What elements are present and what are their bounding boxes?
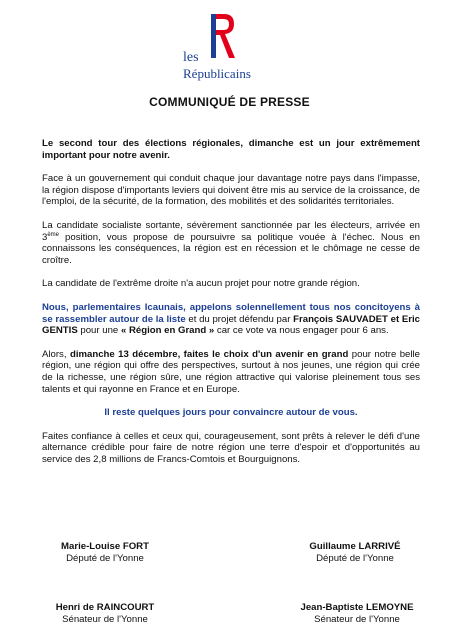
paragraph-vote-date: Alors, dimanche 13 décembre, faites le choix d'un avenir en grand pour notre belle région, une région qui offre des perspectives, surtout à nos jeunes, une région qui crée de la richesse, une région sûre, une région attractive qui valorise pleinement tous ses talents et qui rayonne en France et en Europe. <box>42 348 420 395</box>
paragraph-socialist-candidate: La candidate socialiste sortante, sévèrement sanctionnée par les électeurs, arrivée en 3ème position, vous propose de poursuivre sa politique vouée à l'échec. Nous en connaissons les conséquences, la région est en récession et le chômage ne cesse de croître. <box>42 219 420 266</box>
logo-line-les: les <box>183 50 199 65</box>
logo-line-republicains: Républicains <box>183 66 251 81</box>
signatory-name: Jean-Baptiste LEMOYNE <box>300 602 414 613</box>
les-republicains-logo <box>183 14 303 84</box>
paragraph-far-right: La candidate de l'extrême droite n'a aucun projet pour notre grande région. <box>42 278 360 290</box>
signature-block <box>40 541 170 565</box>
signatory-role: Sénateur de l'Yonne <box>314 614 400 625</box>
signatory-role: Sénateur de l'Yonne <box>62 614 148 625</box>
paragraph-intro: Le second tour des élections régionales, dimanche est un jour extrêmement important pour notre avenir. <box>42 138 420 161</box>
signature-block <box>282 602 432 626</box>
signatory-name: Marie-Louise FORT <box>61 541 149 552</box>
signature-block <box>290 541 420 565</box>
signatory-role: Député de l'Yonne <box>66 553 144 564</box>
logo-ir-mark <box>211 14 235 58</box>
signatory-name: Henri de RAINCOURT <box>55 602 155 613</box>
paragraph-government: Face à un gouvernement qui conduit chaque jour davantage notre pays dans l'impasse, la région dispose d'importants leviers qui doivent être mis au service de la croissance, de l'emploi, de la sécurité, de la formation, des mobilités et des solidarités territoriales. <box>42 173 420 208</box>
signature-block <box>40 602 170 626</box>
paragraph-trust: Faites confiance à celles et ceux qui, courageusement, sont prêts à relever le défi d'une alternance crédible pour faire de notre région une terre d'espoir et d'opportunités au service des 2,8 millions de Francs-Comtois et Bourguignons. <box>42 430 420 465</box>
paragraph-few-days-left: Il reste quelques jours pour convaincre autour de vous. <box>104 407 358 419</box>
paragraph-call-to-rally: Nous, parlementaires Icaunais, appelons solennellement tous nos concitoyens à se rassembler autour de la liste et du projet défendu par François SAUVADET et Eric GENTIS pour une « Région en Grand » car ce vote va nous engager pour 6 ans. <box>42 301 420 337</box>
press-release-body <box>42 138 420 477</box>
signatory-role: Député de l'Yonne <box>316 553 394 564</box>
signatory-name: Guillaume LARRIVÉ <box>309 541 401 552</box>
page-title: COMMUNIQUÉ DE PRESSE <box>149 95 310 109</box>
